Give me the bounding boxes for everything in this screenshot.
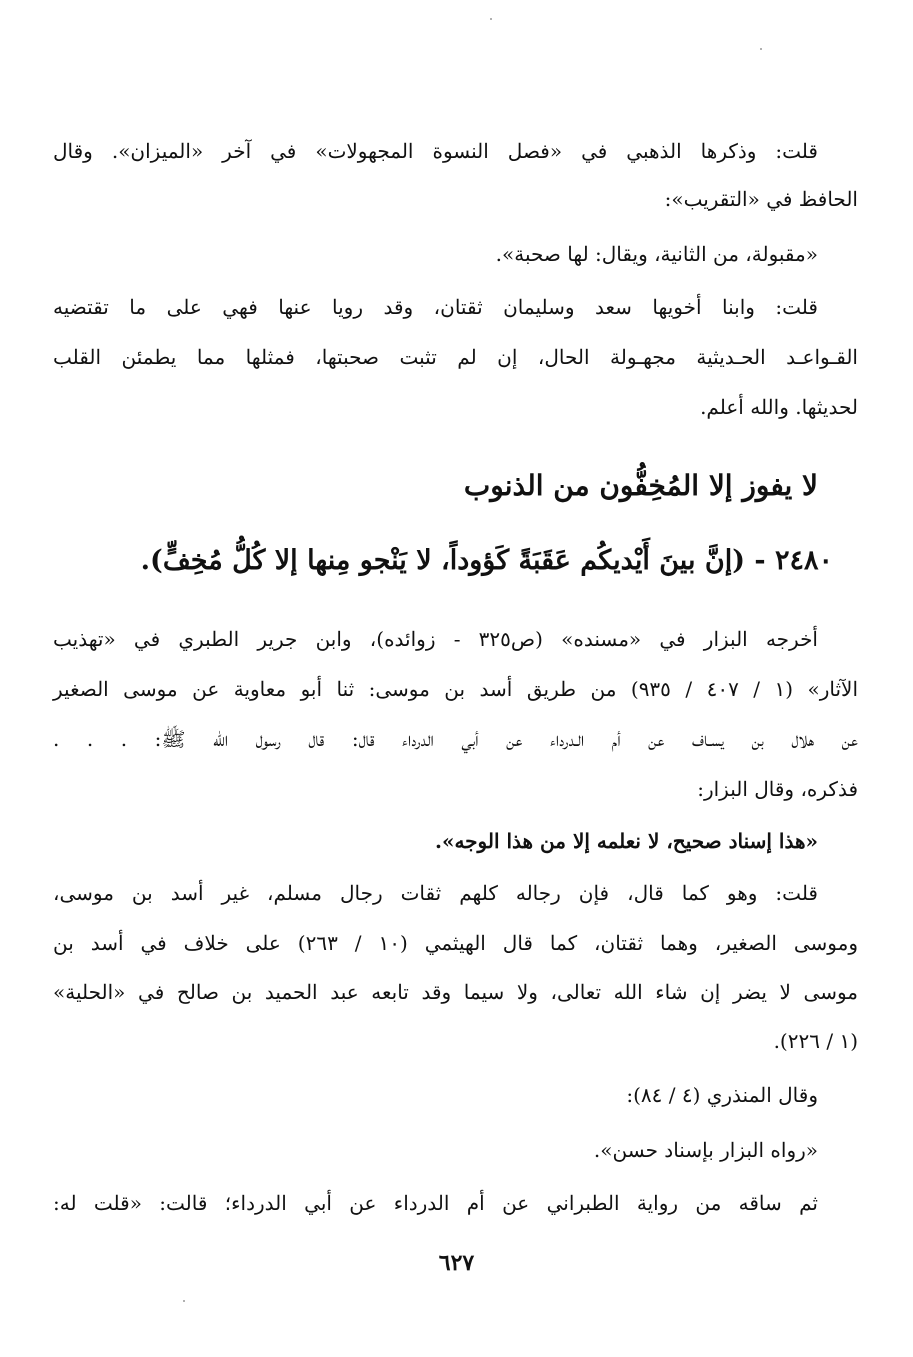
scan-speck xyxy=(760,48,762,50)
scan-speck xyxy=(183,1300,185,1302)
scan-speck xyxy=(490,18,492,20)
paragraph-4-line-2: وموسى الصغير، وهما ثقتان، كما قال الهيثمي (١٠ / ٢٦٣) على خلاف في أسد بن xyxy=(53,931,858,955)
section-heading: لا يفوز إلا المُخِفُّون من الذنوب xyxy=(463,469,818,502)
paragraph-3-line-3: عن هلال بن يسـاف عن أم الـدرداء عن أبي الدرداء قال: قال رسول الله ﷺ: . . . xyxy=(53,727,858,751)
quote-2: «هذا إسناد صحيح، لا نعلمه إلا من هذا الوجه». xyxy=(434,829,818,853)
paragraph-6: ثم ساقه من رواية الطبراني عن أم الدرداء عن أبي الدرداء؛ قالت: «قلت له: xyxy=(53,1191,818,1215)
paragraph-3-line-1: أخرجه البزار في «مسنده» (ص٣٢٥ - زوائده)، وابن جرير الطبري في «تهذيب xyxy=(53,627,818,651)
paragraph-3-line-2: الآثار» (١ / ٤٠٧ / ٩٣٥) من طريق أسد بن موسى: ثنا أبو معاوية عن موسى الصغير xyxy=(53,677,858,701)
paragraph-2-line-2: القـواعـد الحـديثية مجهـولة الحال، إن لم تثبت صحبتها، فمثلها مما يطمئن القلب xyxy=(53,345,858,369)
paragraph-5: وقال المنذري (٤ / ٨٤): xyxy=(626,1083,818,1107)
hadith-text: ٢٤٨٠ - (إنَّ بينَ أَيْديكُم عَقَبَةً كَؤوداً، لا يَنْجو مِنها إلا كُلُّ مُخِفٍّ). xyxy=(140,545,833,576)
paragraph-2-line-3: لحديثها. والله أعلم. xyxy=(700,395,858,419)
paragraph-4-line-4: (١ / ٢٢٦). xyxy=(773,1029,858,1053)
paragraph-1-line-1: قلت: وذكرها الذهبي في «فصل النسوة المجهولات» في آخر «الميزان». وقال xyxy=(53,139,818,163)
page-number: ٦٢٧ xyxy=(438,1250,475,1276)
paragraph-4-line-3: موسى لا يضر إن شاء الله تعالى، ولا سيما وقد تابعه عبد الحميد بن صالح في «الحلية» xyxy=(53,980,858,1004)
quote-1: «مقبولة، من الثانية، ويقال: لها صحبة». xyxy=(495,242,818,266)
paragraph-2-line-1: قلت: وابنا أخويها سعد وسليمان ثقتان، وقد رويا عنها فهي على ما تقتضيه xyxy=(53,295,818,319)
paragraph-1-line-2: الحافظ في «التقريب»: xyxy=(664,187,858,211)
paragraph-3-line-4: فذكره، وقال البزار: xyxy=(697,777,858,801)
paragraph-4-line-1: قلت: وهو كما قال، فإن رجاله كلهم ثقات رجال مسلم، غير أسد بن موسى، xyxy=(53,881,818,905)
quote-3: «رواه البزار بإسناد حسن». xyxy=(593,1138,818,1162)
